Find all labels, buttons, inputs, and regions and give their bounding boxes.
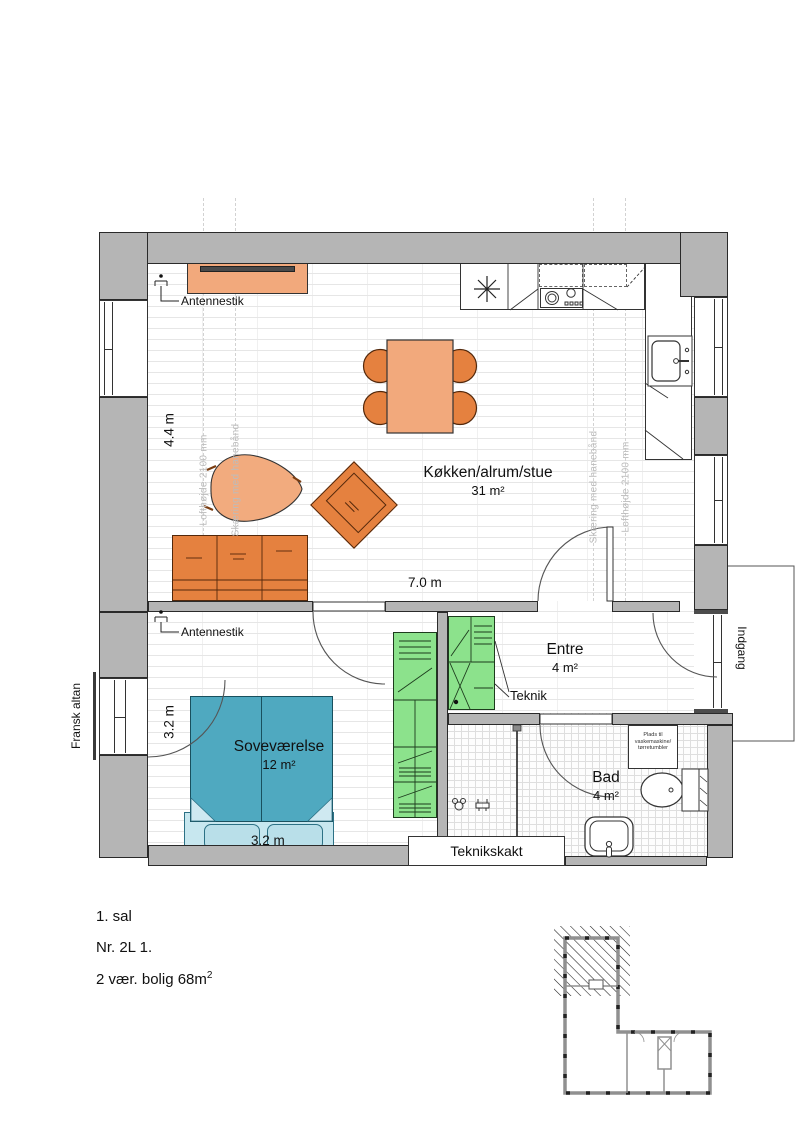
info-summary-text: 2 vær. bolig 68m: [96, 971, 207, 988]
room-area-living: 31 m²: [471, 483, 505, 498]
stove-burners-icon: [546, 289, 584, 305]
antenna-label-top: Antennestik: [181, 294, 244, 308]
door-leaves: [313, 527, 613, 724]
entrance-label: Indgang: [735, 626, 749, 670]
room-area-bath: 4 m²: [593, 788, 619, 803]
room-area-bedroom: 12 m²: [262, 757, 296, 772]
dim-living-width: 7.0 m: [408, 575, 442, 590]
kitchen-sink-icon: [648, 336, 692, 386]
room-label-bedroom: [234, 738, 324, 772]
room-name-entry: Entre: [546, 641, 584, 658]
dining-table: [387, 340, 453, 433]
room-name-bath: Bad: [592, 769, 620, 786]
washer-note-line3: tørretumbler: [638, 745, 668, 751]
toilet-icon: [641, 769, 708, 811]
ref-label-beam-right: Skæring med hanebånd: [588, 430, 600, 544]
sofa-seams: [173, 536, 307, 601]
location-minimap: [552, 918, 757, 1108]
info-unit: Nr. 2L 1.: [96, 939, 153, 956]
tech-leader-lines: [495, 641, 509, 697]
dim-bedroom-depth: 3.2 m: [161, 705, 177, 739]
washer-space-box: [628, 725, 678, 769]
antenna-icons: [155, 274, 179, 632]
tech-cabinet-dot: [454, 700, 458, 704]
french-balcony-label: Fransk altan: [69, 682, 83, 750]
shaft-label-box: [408, 836, 565, 866]
room-name-living: Køkken/alrum/stue: [423, 464, 553, 481]
room-label-tech: Teknik: [510, 688, 547, 703]
egg-chair: [211, 455, 302, 521]
tech-cabinet-lines: [449, 617, 494, 709]
washer-note-line2: vaskemaskine/: [634, 738, 672, 745]
washer-note-line1: Plads til: [643, 732, 663, 738]
room-label-entry: [546, 641, 583, 675]
room-label-shaft: Teknikskakt: [450, 843, 523, 859]
floor-drain-icons: [453, 799, 490, 812]
dim-living-depth: 4.4 m: [161, 413, 177, 447]
info-floor: 1. sal: [96, 908, 132, 925]
antenna-label-bottom: Antennestik: [181, 625, 244, 639]
ref-label-ceiling-right: Lofthøjde 2100 mm: [620, 441, 632, 533]
room-label-living: [423, 464, 552, 498]
wardrobe-lines: [394, 641, 436, 818]
ref-label-ceiling-left: Lofthøjde 2100 mm: [198, 434, 210, 526]
info-summary: [96, 970, 212, 988]
room-area-entry: 4 m²: [552, 660, 578, 675]
dim-bedroom-width: 3.2 m: [251, 833, 285, 848]
info-summary-sup: 2: [206, 970, 213, 981]
ref-label-beam-left: Skæring med hanebånd: [230, 423, 242, 537]
room-name-bedroom: Soveværelse: [233, 738, 325, 755]
minimap-interior: [565, 980, 684, 1093]
room-label-bath: [592, 769, 620, 803]
shaft-partition: [513, 725, 521, 843]
bath-sink-icon: [585, 817, 633, 857]
hob-star-icon: [474, 276, 500, 302]
